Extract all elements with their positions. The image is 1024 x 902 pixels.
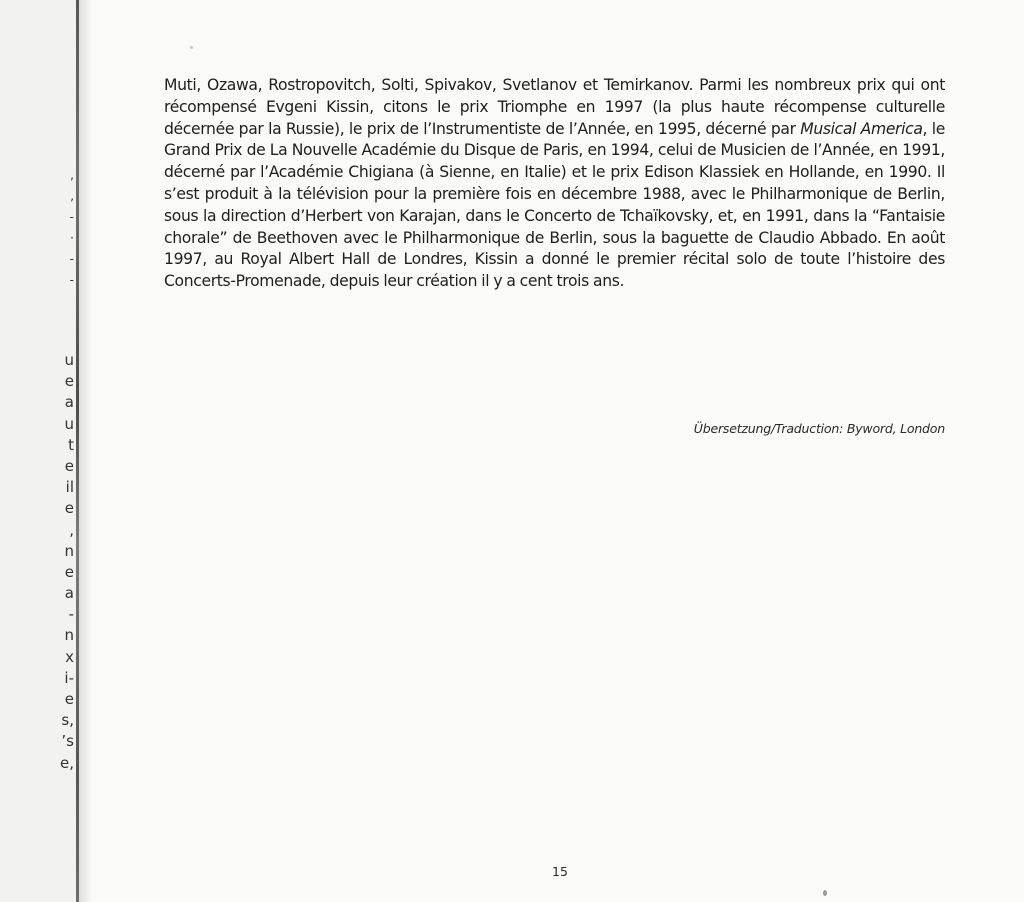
publication-title: Musical America: [800, 119, 923, 138]
bleed-glyph: e,: [60, 753, 74, 772]
bleed-glyph: ,: [70, 168, 74, 182]
bleed-glyph: s,: [61, 711, 74, 730]
bleed-glyph: -: [69, 252, 74, 266]
bleed-glyph: a: [64, 584, 74, 603]
bleed-glyph: -: [69, 273, 74, 287]
bleed-glyph: il: [65, 478, 74, 497]
bleed-glyph: e: [64, 456, 74, 475]
page-number: 15: [552, 864, 568, 879]
bleed-glyph: t: [68, 435, 74, 454]
bleed-glyph: e: [64, 562, 74, 581]
bleed-glyph: u: [64, 414, 74, 433]
translation-credit: Übersetzung/Traduction: Byword, London: [693, 421, 945, 436]
bleed-glyph: ’s: [61, 732, 74, 751]
paragraph-text: , le Grand Prix de La Nouvelle Académie du Disque de Paris, en 1994, celui de Musicien de l’Année, en 1991, décerné par l’Académie Chigiana (à Sienne, en Italie) et le prix Edison Klassiek en Hollande, en 1990. Il s’est produit à la télévision pour la première fois en décembre 1988, avec le Philharmonique de Berlin, sous la direction d’Herbert von Karajan, dans le Concerto de Tchaïkovsky, et, en 1991, dans la “Fantaisie chorale” de Beethoven avec le Philharmonique de Berlin, sous la baguette de Claudio Abbado. En août 1997, au Royal Albert Hall de Londres, Kissin a donné le premier récital solo de toute l’histoire des Concerts-Promenade, depuis leur création il y a cent trois ans.: [164, 119, 945, 291]
facing-page-lower-glyphs: [58, 350, 74, 774]
bleed-glyph: e: [64, 372, 74, 391]
bleed-glyph: i-: [64, 668, 74, 687]
paper-speck: [190, 46, 193, 49]
bleed-glyph: ,: [69, 520, 74, 539]
biography-text-block: [164, 75, 945, 293]
bleed-glyph: ·: [70, 231, 74, 245]
bleed-glyph: x: [65, 647, 74, 666]
bleed-glyph: -: [68, 605, 74, 624]
bleed-glyph: n: [64, 626, 74, 645]
bleed-glyph: ‚: [70, 189, 74, 203]
paragraph-text: Muti, Ozawa, Rostropovitch, Solti, Spivakov, Svetlanov et Temirkanov. Parmi les nombreux prix qui ont récompensé Evgeni Kissin, citons le prix Triomphe en 1997 (la plus haute récompense culturelle décernée par la Russie), le prix de l’Instrumentiste de l’Année, en 1995, décerné par: [164, 76, 945, 138]
bleed-glyph: a: [64, 393, 74, 412]
facing-page-upper-glyphs: [64, 165, 74, 291]
bleed-glyph: e: [64, 690, 74, 708]
paper-speck: [823, 890, 827, 896]
biography-paragraph: [164, 75, 945, 293]
bleed-glyph: n: [64, 541, 74, 560]
bleed-glyph: -: [69, 210, 74, 224]
bleed-glyph: u: [64, 351, 74, 369]
spine-shadow: [79, 0, 93, 902]
bleed-glyph: e: [64, 499, 74, 518]
